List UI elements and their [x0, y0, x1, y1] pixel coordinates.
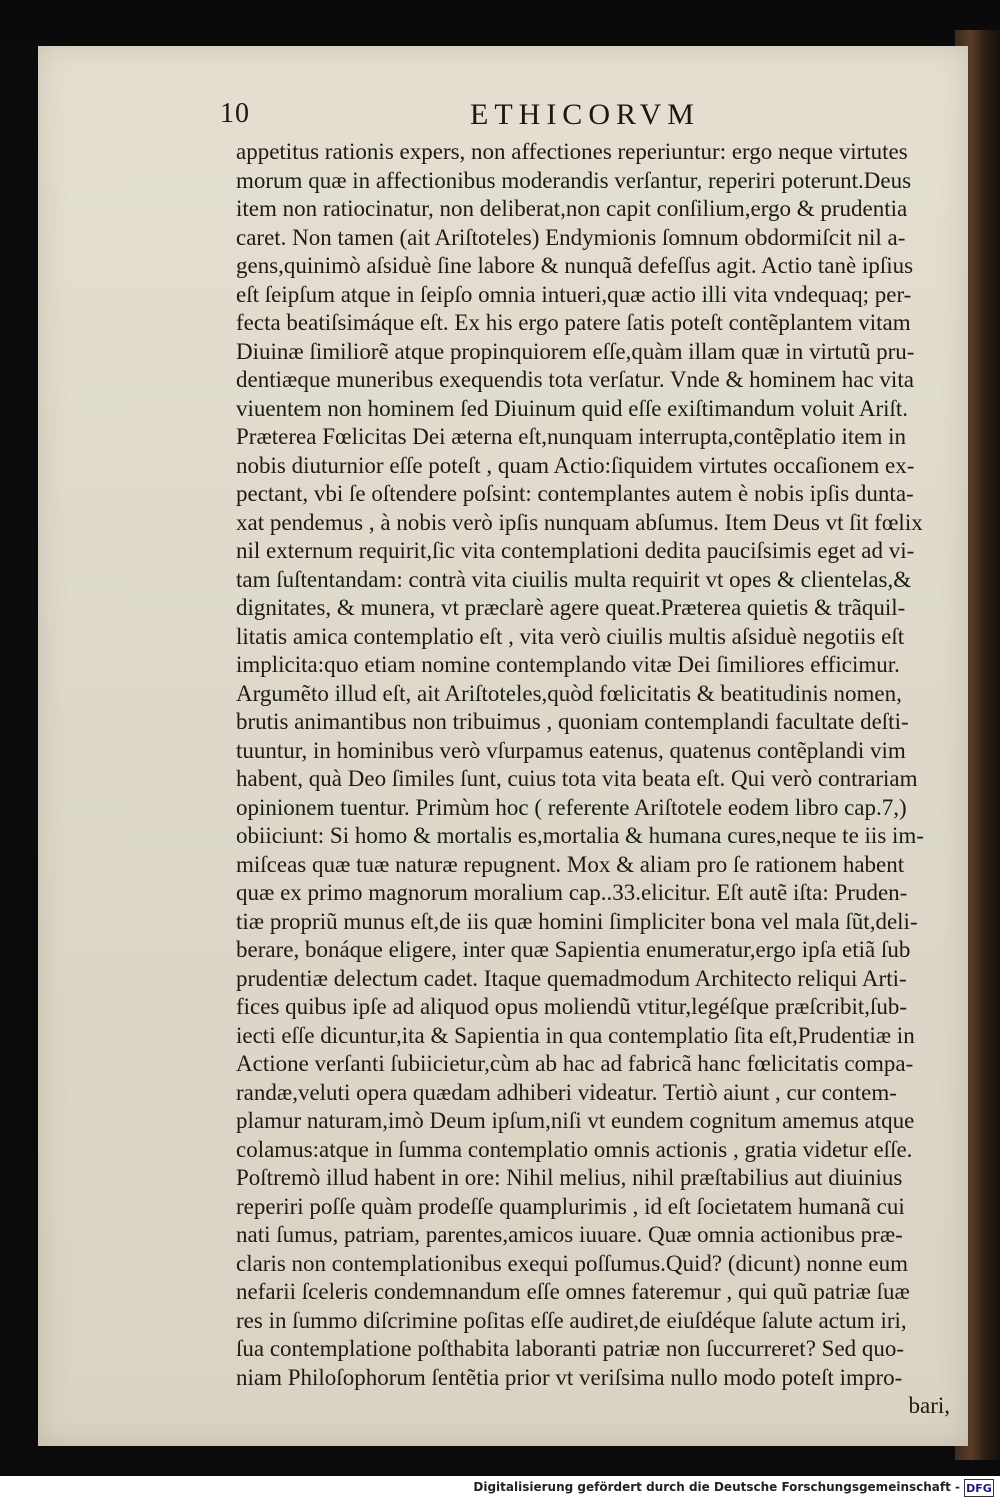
text-line: iecti eſſe dicuntur,ita & Sapientia in qua contemplatio ſita eſt,Prudentiæ in	[236, 1022, 915, 1048]
text-line: tam ſuſtentandam: contrà vita ciuilis multa requirit vt opes & clientelas,&	[236, 566, 912, 592]
running-head: ETHICORVM	[470, 98, 700, 131]
text-line: item non ratiocinatur, non deliberat,non capit conſilium,ergo & prudentia	[236, 196, 908, 221]
text-line: appetitus rationis expers, non affectiones reperiuntur: ergo neque virtutes	[236, 139, 908, 164]
text-line: prudentiæ delectum cadet. Itaque quemadmodum Architecto reliqui Arti-	[236, 965, 907, 991]
text-line: fecta beatiſsimáque eſt. Ex his ergo patere ſatis poteſt contẽplantem vitam	[236, 310, 911, 335]
text-line: caret. Non tamen (ait Ariſtoteles) Endymionis ſomnum obdormiſcit nil a-	[236, 224, 906, 250]
body-text	[236, 138, 960, 1421]
digitization-footer	[0, 1476, 1000, 1502]
text-line: quæ ex primo magnorum moralium cap..33.elicitur. Eſt autẽ iſta: Pruden-	[236, 880, 908, 905]
text-line: plamur naturam,imò Deum ipſum,niſi vt eundem cognitum amemus atque	[236, 1108, 915, 1133]
catchword: bari,	[908, 1393, 950, 1418]
text-line: nil externum requirit,ſic vita contemplationi dedita pauciſsimis eget ad vi-	[236, 538, 915, 563]
text-line: Diuinæ ſimiliorẽ atque propinquiorem eſſe,quàm illam quæ in virtutũ pru-	[236, 338, 915, 364]
text-line: niam Philoſophorum ſentẽtia prior vt veriſsima nullo modo poteſt impro-	[236, 1364, 903, 1390]
text-line: morum quæ in affectionibus moderandis verſantur, reperiri poterunt.Deus	[236, 167, 912, 193]
text-line: tuuntur, in hominibus verò vſurpamus eatenus, quatenus contẽplandi vim	[236, 737, 906, 763]
text-line: nobis diuturnior eſſe poteſt , quam Actio:ſiquidem virtutes occaſionem ex-	[236, 452, 915, 478]
text-line: Præterea Fœlicitas Dei æterna eſt,nunquam interrupta,contẽplatio item in	[236, 424, 907, 449]
text-line: res in ſummo diſcrimine poſitas eſſe audiret,de eiuſdéque ſalute actum iri,	[236, 1307, 907, 1333]
text-line: xat pendemus , à nobis verò ipſis nunquam abſumus. Item Deus vt ſit fœlix	[236, 509, 923, 535]
text-line: eſt ſeipſum atque in ſeipſo omnia intueri,quæ actio illi vita vndequaq; per-	[236, 281, 912, 307]
text-line: viuentem non hominem ſed Diuinum quid eſſe exiſtimandum voluit Ariſt.	[236, 395, 909, 421]
text-line: berare, bonáque eligere, inter quæ Sapientia enumeratur,ergo ipſa etiã ſub	[236, 937, 911, 962]
text-line: brutis animantibus non tribuimus , quoniam contemplandi facultate deſti-	[236, 709, 909, 734]
text-line: implicita:quo etiam nomine contemplando vitæ Dei ſimiliores efficimur.	[236, 652, 900, 677]
text-line: Actione verſanti ſubiicietur,cùm ab hac ad fabricã hanc fœlicitatis compa-	[236, 1051, 914, 1076]
text-line: habent, quà Deo ſimiles ſunt, cuius tota vita beata eſt. Qui verò contrariam	[236, 766, 918, 791]
text-line: Poſtremò illud habent in ore: Nihil melius, nihil præſtabilius aut diuinius	[236, 1165, 903, 1190]
text-line: tiæ propriũ munus eſt,de iis quæ homini ſimpliciter bona vel mala ſũt,deli-	[236, 908, 918, 934]
page-number: 10	[220, 98, 250, 129]
text-line: ſua contemplatione poſthabita laboranti patriæ non ſuccurreret? Sed quo-	[236, 1336, 905, 1361]
text-line: colamus:atque in ſumma contemplatio omnis actionis , gratia videtur eſſe.	[236, 1136, 913, 1162]
dfg-logo-icon: DFG	[964, 1479, 994, 1497]
scan-border-top	[0, 0, 1000, 40]
text-line: nati ſumus, patriam, parentes,amicos iuuare. Quæ omnia actionibus præ-	[236, 1222, 903, 1247]
text-line: Argumẽto illud eſt, ait Ariſtoteles,quòd fœlicitatis & beatitudinis nomen,	[236, 680, 902, 706]
text-line: obiiciunt: Si homo & mortalis es,mortalia & humana cures,neque te iis im-	[236, 823, 924, 848]
text-line: gens,quinimò aſsiduè ſine labore & nunquã defeſſus agit. Actio tanè ipſius	[236, 253, 914, 278]
text-line: nefarii ſceleris condemnandum eſſe omnes fateremur , qui quũ patriæ ſuæ	[236, 1279, 910, 1304]
text-line: dentiæque muneribus exequendis tota verſatur. Vnde & hominem hac vita	[236, 367, 914, 392]
text-line: litatis amica contemplatio eſt , vita verò ciuilis multis aſsiduè negotiis eſt	[236, 623, 905, 649]
text-line: dignitates, & munera, vt præclarè agere queat.Præterea quietis & trãquil-	[236, 595, 906, 620]
text-line: fices quibus ipſe ad aliquod opus moliendũ vtitur,legéſque præſcribit,ſub-	[236, 994, 908, 1019]
text-line: miſceas quæ tuæ naturæ repugnent. Mox & aliam pro ſe rationem habent	[236, 851, 905, 877]
text-line: opinionem tuentur. Primùm hoc ( referente Ariſtotele eodem libro cap.7,)	[236, 794, 907, 820]
text-line: reperiri poſſe quàm prodeſſe quamplurimis , id eſt ſocietatem humanã cui	[236, 1193, 905, 1219]
footer-credit: Digitalisierung gefördert durch die Deutsche Forschungsgemeinschaft -	[473, 1480, 960, 1494]
text-line: randæ,veluti opera quædam adhiberi videatur. Tertiò aiunt , cur contem-	[236, 1079, 897, 1105]
text-line: pectant, vbi ſe oſtendere poſsint: contemplantes autem è nobis ipſis dunta-	[236, 481, 914, 506]
text-line: claris non contemplationibus exequi poſſumus.Quid? (dicunt) nonne eum	[236, 1250, 908, 1276]
